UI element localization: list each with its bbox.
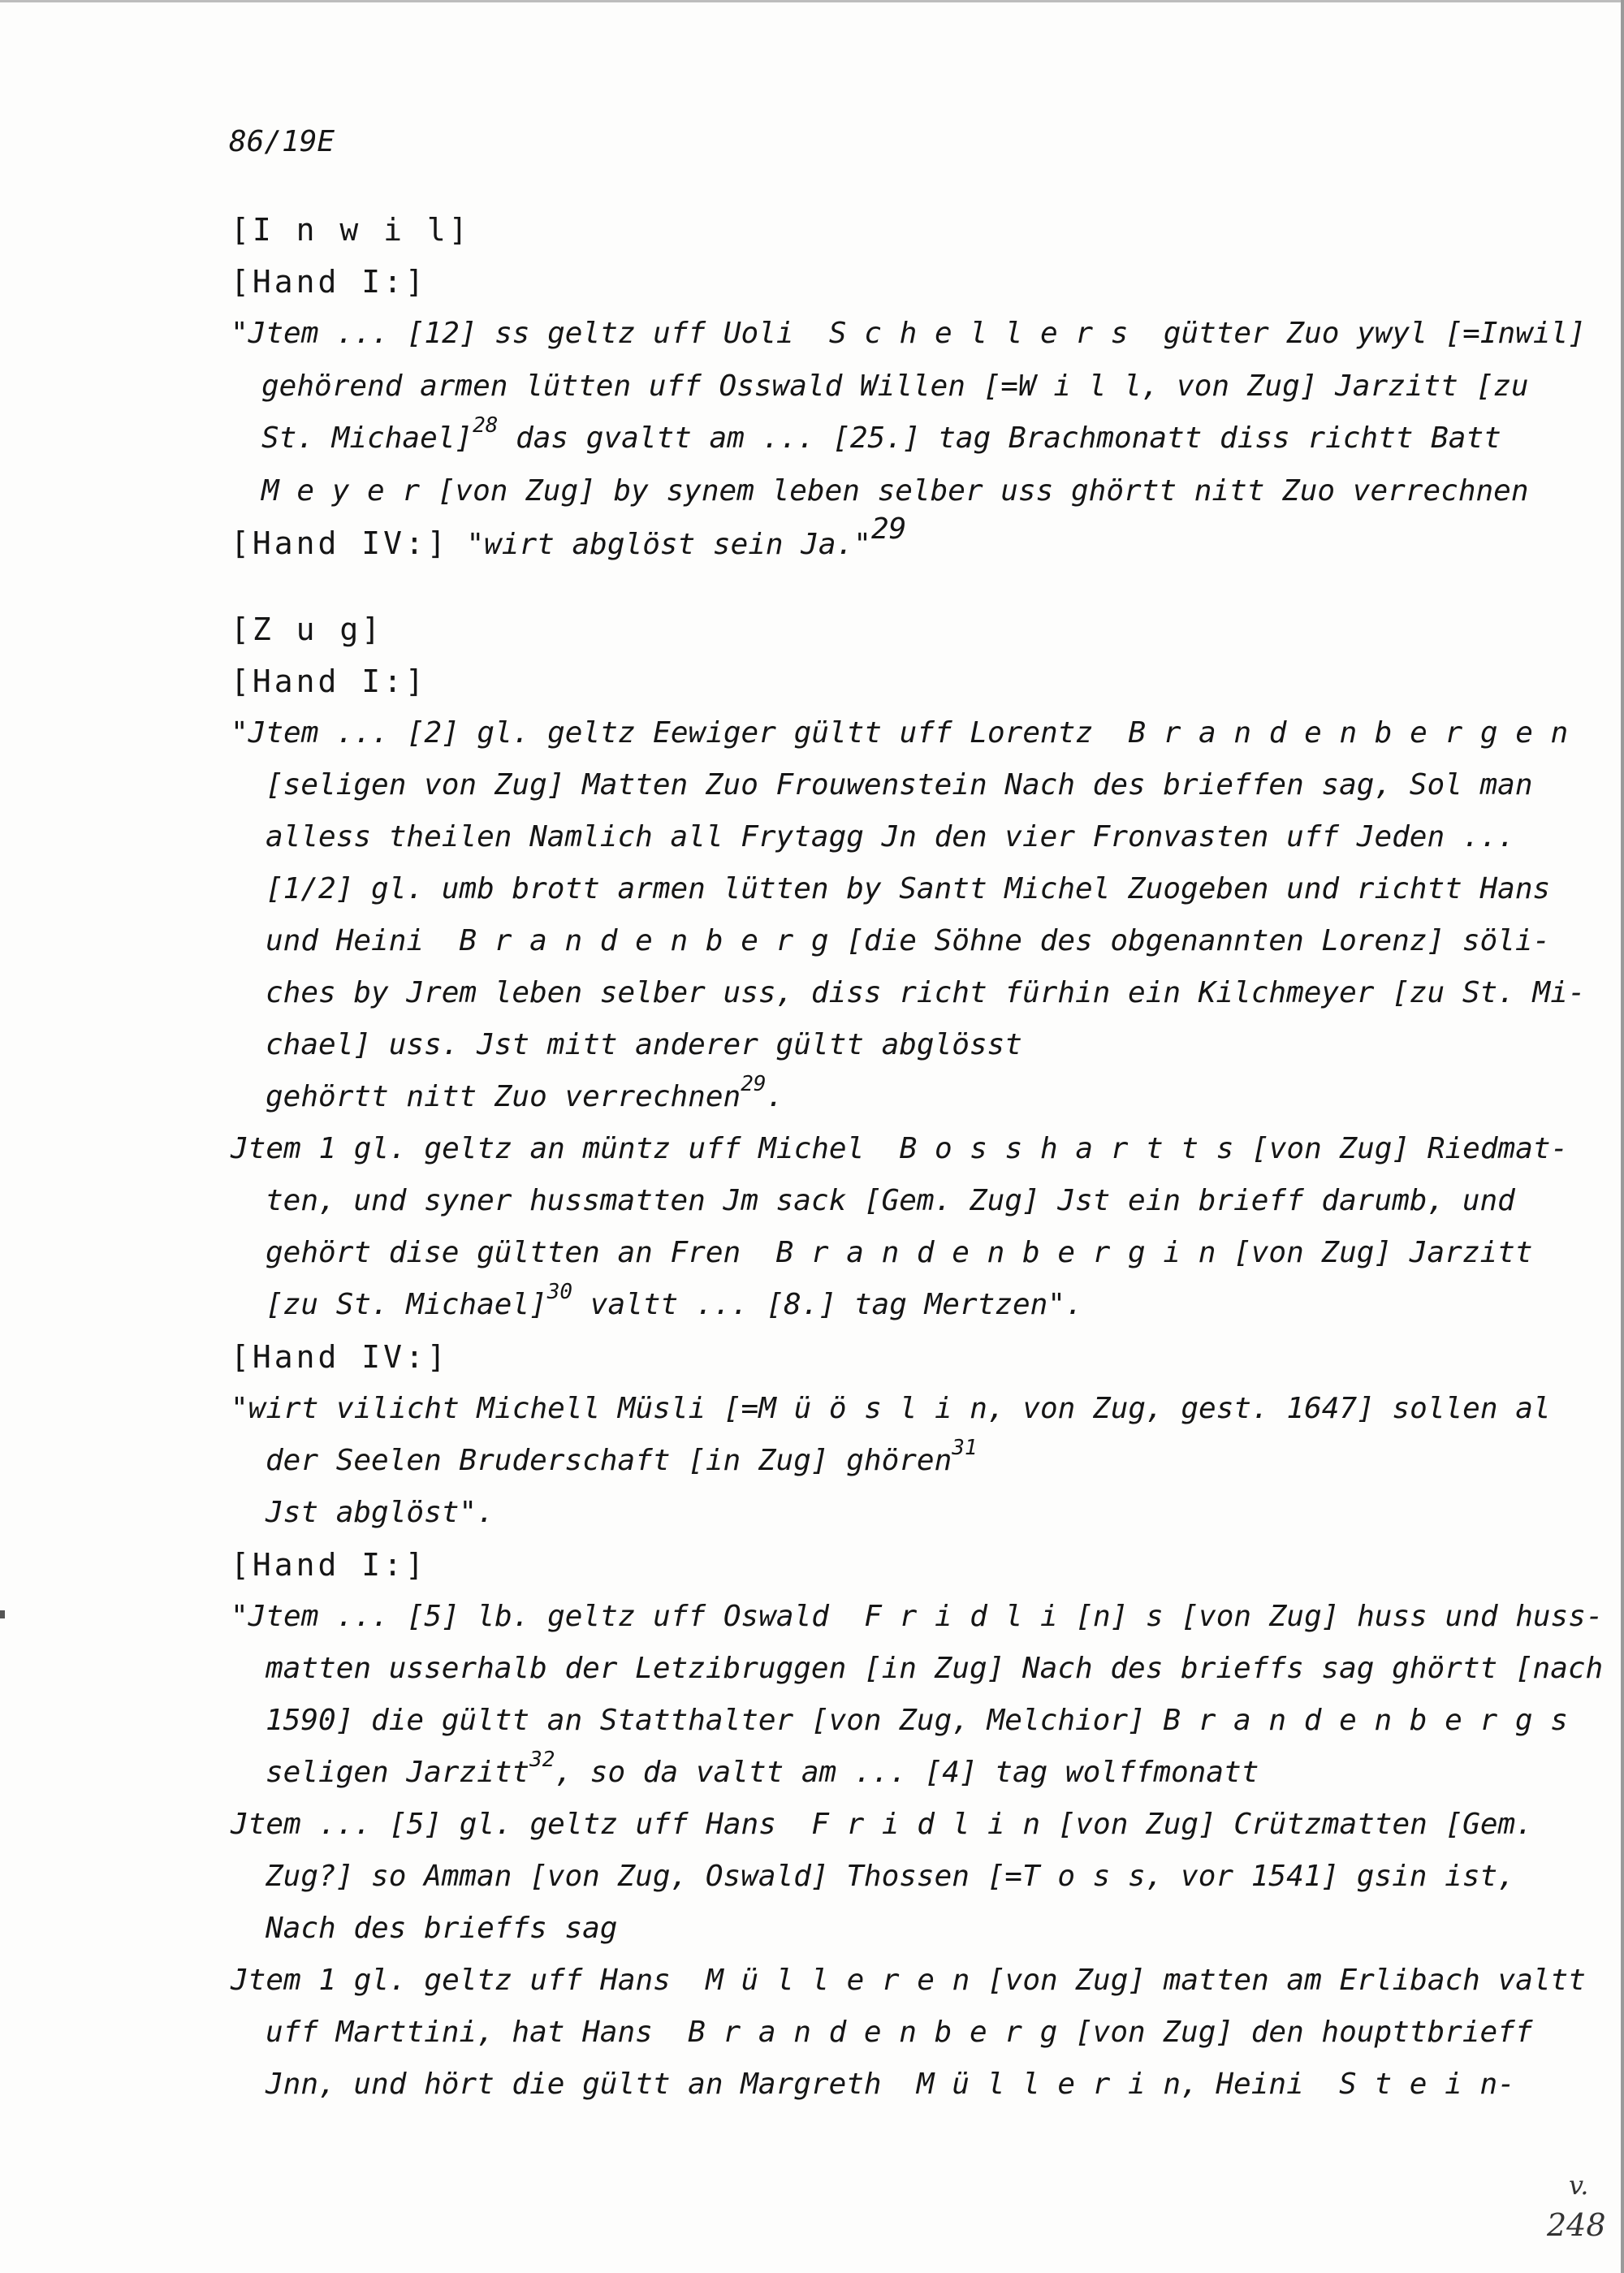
page-number: 86/19E	[229, 125, 335, 158]
footnote-ref: 32	[529, 1748, 555, 1772]
footnote-ref: 29	[870, 512, 907, 547]
text-line: uff Marttini, hat Hans B r a n d e n b e r g [von Zug] den houpttbrieff	[266, 2016, 1533, 2049]
footnote-ref: 29	[741, 1072, 767, 1096]
text-line	[266, 1436, 978, 1478]
text-line: chael] uss. Jst mitt anderer gültt abglösst	[266, 1028, 1022, 1061]
text-fragment: .	[766, 1080, 784, 1113]
text-line: Jnn, und hört die gültt an Margreth M ü l l e r i n, Heini S t e i n-	[266, 2068, 1515, 2101]
text-line: matten usserhalb der Letzibruggen [in Zug] Nach des brieffs sag ghörtt [nach	[266, 1652, 1604, 1685]
text-line: "wirt vilicht Michell Müsli [=M ü ö s l i n, von Zug, gest. 1647] sollen al	[231, 1392, 1551, 1425]
text-line: Jtem ... [5] gl. geltz uff Hans F r i d l i n [von Zug] Crützmatten [Gem.	[231, 1808, 1533, 1841]
text-line	[266, 1072, 784, 1114]
text-line	[231, 512, 907, 562]
text-line: "Jtem ... [2] gl. geltz Eewiger gültt uff Lorentz B r a n d e n b e r g e n	[231, 716, 1569, 750]
text-line: Nach des brieffs sag	[266, 1912, 618, 1945]
text-fragment: valtt ... [8.] tag Mertzen".	[572, 1288, 1083, 1321]
text-line: ten, und syner hussmatten Jm sack [Gem. Zug] Jst ein brieff darumb, und	[266, 1184, 1515, 1217]
text-line	[266, 1280, 1083, 1322]
hand-label-zug-1b: [Hand I:]	[231, 1547, 427, 1583]
text-line: 1590] die gültt an Statthalter [von Zug, Melchior] B r a n d e n b e r g s	[266, 1704, 1568, 1737]
section-heading-zug: [Z u g]	[231, 611, 384, 647]
margin-mark	[0, 1610, 5, 1618]
text-line: Jst abglöst".	[266, 1496, 495, 1529]
section-heading-inwil: [I n w i l]	[231, 212, 471, 248]
text-line: Jtem 1 gl. geltz an müntz uff Michel B o s s h a r t t s [von Zug] Riedmat-	[231, 1132, 1569, 1165]
text-line: und Heini B r a n d e n b e r g [die Söhne des obgenannten Lorenz] söli-	[266, 924, 1551, 957]
hand-label-zug-1: [Hand I:]	[231, 663, 427, 699]
handwritten-mark: v.	[1569, 2170, 1589, 2201]
text-fragment: gehörtt nitt Zuo verrechnen	[266, 1080, 741, 1113]
hand-label-inwil: [Hand I:]	[231, 264, 427, 300]
footnote-ref: 31	[952, 1436, 978, 1460]
text-line	[266, 1748, 1259, 1790]
handwritten-folio-number: 248	[1547, 2207, 1606, 2243]
text-line: M e y e r [von Zug] by synem leben selber uss ghörtt nitt Zuo verrechnen	[261, 474, 1529, 508]
text-line: Zug?] so Amman [von Zug, Oswald] Thossen [=T o s s, vor 1541] gsin ist,	[266, 1860, 1515, 1893]
text-line: "Jtem ... [12] ss geltz uff Uoli S c h e l l e r s gütter Zuo ywyl [=Inwil]	[231, 317, 1586, 350]
footnote-ref: 30	[546, 1280, 573, 1304]
hand-label: [Hand IV:]	[231, 525, 449, 561]
text-line: Jtem 1 gl. geltz uff Hans M ü l l e r e n [von Zug] matten am Erlibach valtt	[231, 1964, 1586, 1997]
text-fragment: "wirt abglöst sein Ja."	[448, 528, 871, 561]
text-line: gehört dise gültten an Fren B r a n d e n b e r g i n [von Zug] Jarzitt	[266, 1236, 1533, 1269]
page-right-edge	[1621, 0, 1624, 2273]
page-top-edge	[0, 0, 1624, 2]
footnote-ref: 28	[473, 413, 499, 438]
text-fragment: das gvaltt am ... [25.] tag Brachmonatt diss richtt Batt	[498, 421, 1501, 455]
text-line: gehörend armen lütten uff Osswald Willen [=W i l l, von Zug] Jarzitt [zu	[261, 369, 1529, 403]
text-line: "Jtem ... [5] lb. geltz uff Oswald F r i d l i [n] s [von Zug] huss und huss-	[231, 1600, 1604, 1633]
text-fragment: St. Michael]	[261, 421, 473, 455]
text-line	[261, 413, 1501, 456]
text-line: ches by Jrem leben selber uss, diss richt fürhin ein Kilchmeyer [zu St. Mi-	[266, 976, 1586, 1009]
text-fragment: seligen Jarzitt	[266, 1756, 530, 1789]
text-line: [seligen von Zug] Matten Zuo Frouwenstein Nach des brieffen sag, Sol man	[266, 768, 1533, 802]
text-fragment: [zu St. Michael]	[266, 1288, 547, 1321]
text-fragment: , so da valtt am ... [4] tag wolffmonatt	[555, 1756, 1259, 1789]
text-line: alless theilen Namlich all Frytagg Jn den vier Fronvasten uff Jeden ...	[266, 820, 1515, 853]
text-line: [1/2] gl. umb brott armen lütten by Santt Michel Zuogeben und richtt Hans	[266, 872, 1551, 905]
text-fragment: der Seelen Bruderschaft [in Zug] ghören	[266, 1444, 952, 1477]
hand-label-zug-4: [Hand IV:]	[231, 1339, 449, 1375]
